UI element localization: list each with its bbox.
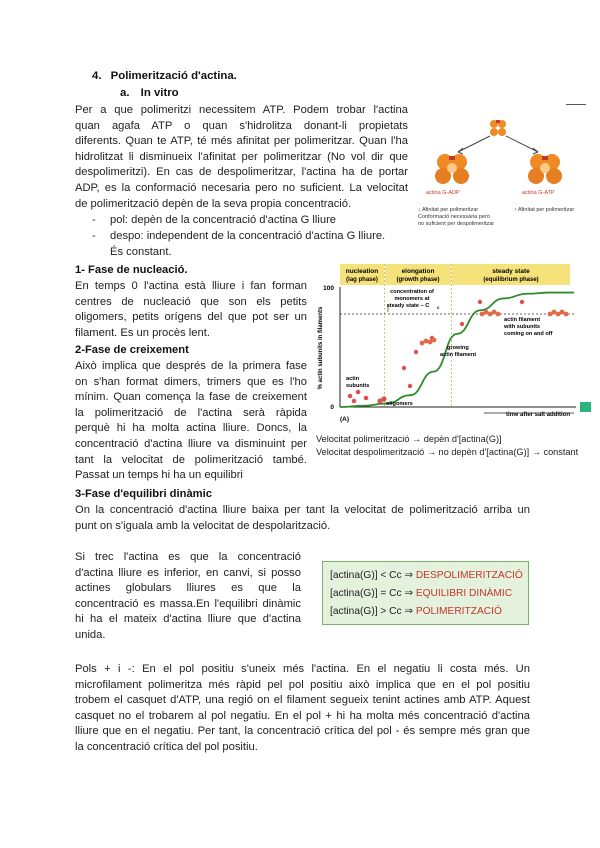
caption-right: ↑ Afinitat per polimeritzar xyxy=(514,207,575,213)
phase1-line: oligomers, petits orígens del que pot ser un xyxy=(75,311,307,324)
poles-line: la concentració crítica del pol positiu. xyxy=(75,740,258,753)
steady-annotation-1: actin filament xyxy=(504,317,541,323)
phase1-title: 1- Fase de nucleació. xyxy=(75,264,188,276)
phase2-line: Passat un temps hi ha un equilibri xyxy=(75,469,243,482)
intro-line: ADP, es la conformació necesaria pero no suficient. La velocitat xyxy=(75,181,408,194)
equilibrium-line: Si trec l'actina es que la concentració xyxy=(75,551,301,563)
intro-line: de polimerització depèn de la seva propia concentració. xyxy=(75,197,352,210)
poles-line: casquet no el trobarem al pol negatiu. En el pol + hi ha molta més concentració d'actina xyxy=(75,709,530,722)
subunits-annotation-2: subunits xyxy=(346,383,370,389)
phase2-line: perquè hi ha molta actina lliure. Doncs, la xyxy=(75,422,307,435)
polymerization-chart xyxy=(312,262,600,430)
poles-line: Pols + i -: En el pol positiu s'uneix més l'actina. En el negatiu li costa més. Un xyxy=(75,663,530,675)
intro-line: Per a que polimeritzi necessitem ATP. Podem trobar l'actina xyxy=(75,104,408,116)
bullet-dash: - xyxy=(92,214,96,226)
actin-subunit xyxy=(520,300,524,304)
poles-line: trobem el casquet d'ATP, una regió on el filament segueix tenint actines amb ATP. Aquest xyxy=(75,694,530,707)
bullet-text: pol: depèn de la concentració d'actina G lliure xyxy=(110,214,337,226)
label-actin-g-adp: actina G-ADP xyxy=(426,190,460,196)
phase2-line: la polimerització de l'actina serà ràpida xyxy=(75,406,307,419)
cc-annotation-1: concentration of xyxy=(390,289,434,295)
intro-line: quan agafa ATP o quan s'hidrolitza donant-li propietats xyxy=(75,119,408,132)
poles-line: lliure que en el negatiu. Per tant, la concentració crítica del pol - és sempre més gran que xyxy=(75,725,530,738)
legend-condition: [actina(G)] = Cc ⇒ xyxy=(330,588,416,599)
phase1-paragraph xyxy=(75,279,307,341)
equilibrium-line: hi ha el mateix d'actina lliure que d'actina xyxy=(75,613,301,626)
growing-annotation-1: growing xyxy=(447,345,469,351)
growing-filament xyxy=(420,338,437,346)
arrow-right-icon xyxy=(506,136,538,152)
panel-label: (A) xyxy=(340,416,350,423)
equilibrium-paragraph xyxy=(75,550,301,644)
legend-result: EQUILIBRI DINÀMIC xyxy=(415,588,513,599)
intro-line: hidrolitzat li disminueix l'afinitat per polimeritzar (No vol dir que xyxy=(75,150,408,163)
section-number: 4. xyxy=(92,70,102,82)
actin-subunit xyxy=(348,394,353,399)
actin-subunit xyxy=(478,300,482,304)
poles-paragraph xyxy=(75,662,530,756)
subsection-letter: a. xyxy=(120,87,130,99)
phase-name-elongation: elongation xyxy=(401,268,435,275)
section-heading xyxy=(92,70,237,82)
actin-subunit xyxy=(402,366,406,370)
phase2-line: on s'han format dimers, trimers que es l'ho xyxy=(75,375,307,388)
y-tick-0: 0 xyxy=(330,404,334,411)
phase2-line: Això implica que després de la primera fase xyxy=(75,360,307,372)
critical-concentration-box xyxy=(322,561,529,625)
steady-filament-right xyxy=(548,310,569,317)
actin-subunit xyxy=(364,396,369,401)
legend-condition: [actina(G)] < Cc ⇒ xyxy=(330,570,416,581)
actin-subunit xyxy=(414,350,418,354)
equilibrium-line: concentració es massa.En l'equilibri dinàmic xyxy=(75,597,301,610)
phase3-line: On la concentració d'actina lliure baixa per tant la velocitat de polimerització arriba un xyxy=(75,504,530,516)
phase-sub-steady: (equilibrium phase) xyxy=(483,277,539,283)
bullet-item xyxy=(92,213,412,229)
actin-conformation-figure xyxy=(418,100,588,235)
actin-molecules-illustration xyxy=(418,100,588,200)
y-tick-100: 100 xyxy=(323,285,334,292)
phase2-paragraph xyxy=(75,359,307,484)
subsection-heading xyxy=(120,87,179,99)
velocity-depolymerization: Velocitat despolimerització → no depèn d'[actina(G)] → constant xyxy=(316,447,579,457)
x-axis-label: time after salt addition xyxy=(505,412,570,418)
phase-sub-nucleation: (lag phase) xyxy=(346,277,378,283)
phase1-line: filament. Es un procès lent. xyxy=(75,326,210,339)
equilibrium-line: unida. xyxy=(75,628,106,641)
actin-subunit xyxy=(356,390,361,395)
legend-row-polymerization xyxy=(330,603,502,620)
bullet-dash: - xyxy=(92,230,96,242)
steady-annotation-2: with subunits xyxy=(504,324,541,330)
caption-left-3: no suficient per despolimeritzar xyxy=(418,221,495,227)
subunits-annotation-1: actin xyxy=(346,376,360,382)
caption-left-1: ↓ Afinitat per polimeritzar xyxy=(418,207,479,213)
legend-result: POLIMERITZACIÓ xyxy=(415,606,502,617)
oligomers-annotation: oligomers xyxy=(386,401,413,407)
cc-annotation-sub: c xyxy=(437,305,440,310)
phase2-title: 2-Fase de creixement xyxy=(75,344,189,356)
growing-annotation-2: actin filament xyxy=(440,352,477,358)
legend-result: DESPOLIMERITZACIÓ xyxy=(415,570,523,581)
polymerization-chart-svg xyxy=(312,262,600,430)
central-actin-molecule xyxy=(490,120,506,136)
label-actin-g-atp: actina G-ATP xyxy=(522,190,555,196)
poles-line: microfilament polimeritza més ràpid pel pol positiu això implica que en el pol positiu xyxy=(75,678,530,691)
subsection-title: In vitro xyxy=(140,87,179,99)
phase3-title: 3-Fase d'equilibri dinàmic xyxy=(75,488,212,500)
bullet-continuation: És constant. xyxy=(110,246,172,258)
phase2-line: concentració d'actina lliure va disminuint per xyxy=(75,437,307,450)
phase3-paragraph xyxy=(75,503,530,534)
arrow-left-icon xyxy=(458,136,490,152)
equilibrium-line: d'actina lliure es inferior, en canvi, si posso xyxy=(75,566,301,579)
phase1-line: En temps 0 l'actina està lliure i fan forman xyxy=(75,280,307,292)
phase-sub-elongation: (growth phase) xyxy=(396,277,440,283)
actin-subunit xyxy=(460,322,464,326)
bullet-text: despo: independent de la concentració d'actina G lliure. xyxy=(110,230,386,242)
caption-left-2: Conformació necessària però xyxy=(418,214,490,220)
oligomer xyxy=(381,396,386,401)
y-axis-label: % actin subunits in filaments xyxy=(318,306,324,390)
legend-condition: [actina(G)] > Cc ⇒ xyxy=(330,606,416,617)
phase2-line: tant la velocitat de polimerització també. xyxy=(75,453,307,466)
intro-line: diferents. Quan te ATP, té més afinitat per polimeritzar. Quan l'ha xyxy=(75,135,408,148)
bullet-item xyxy=(92,229,412,245)
cc-annotation-3: steady state – C xyxy=(386,303,430,309)
legend-row-depolymerization xyxy=(330,567,523,584)
phase2-line: mínim. Quan comença la fase de creixement xyxy=(75,391,307,404)
phase-name-steady: steady state xyxy=(492,268,530,275)
actin-subunit xyxy=(352,399,357,404)
phase1-line: centres de nucleació que son els petits xyxy=(75,295,307,308)
actin-g-atp-molecule xyxy=(528,154,562,184)
section-title: Polimerització d'actina. xyxy=(110,70,237,82)
phase-name-nucleation: nucleation xyxy=(345,268,379,275)
legend-row-equilibrium xyxy=(330,585,512,602)
phase3-line: punt on s'iguala amb la velocitat de despolarització. xyxy=(75,519,331,532)
corner-marker xyxy=(580,402,591,412)
actin-subunit xyxy=(408,384,412,388)
cc-annotation-2: monomers at xyxy=(394,296,430,302)
actin-g-adp-molecule xyxy=(435,154,469,184)
equilibrium-line: actines globulars lliures es que la xyxy=(75,582,301,595)
intro-paragraph xyxy=(75,103,408,212)
steady-annotation-3: coming on and off xyxy=(504,331,553,337)
intro-line: despolimeritzi). En cas de despolimeritzar, l'actina ha de portar xyxy=(75,166,408,179)
velocity-polymerization: Velocitat polimerització → depèn d'[actina(G)] xyxy=(316,434,502,444)
